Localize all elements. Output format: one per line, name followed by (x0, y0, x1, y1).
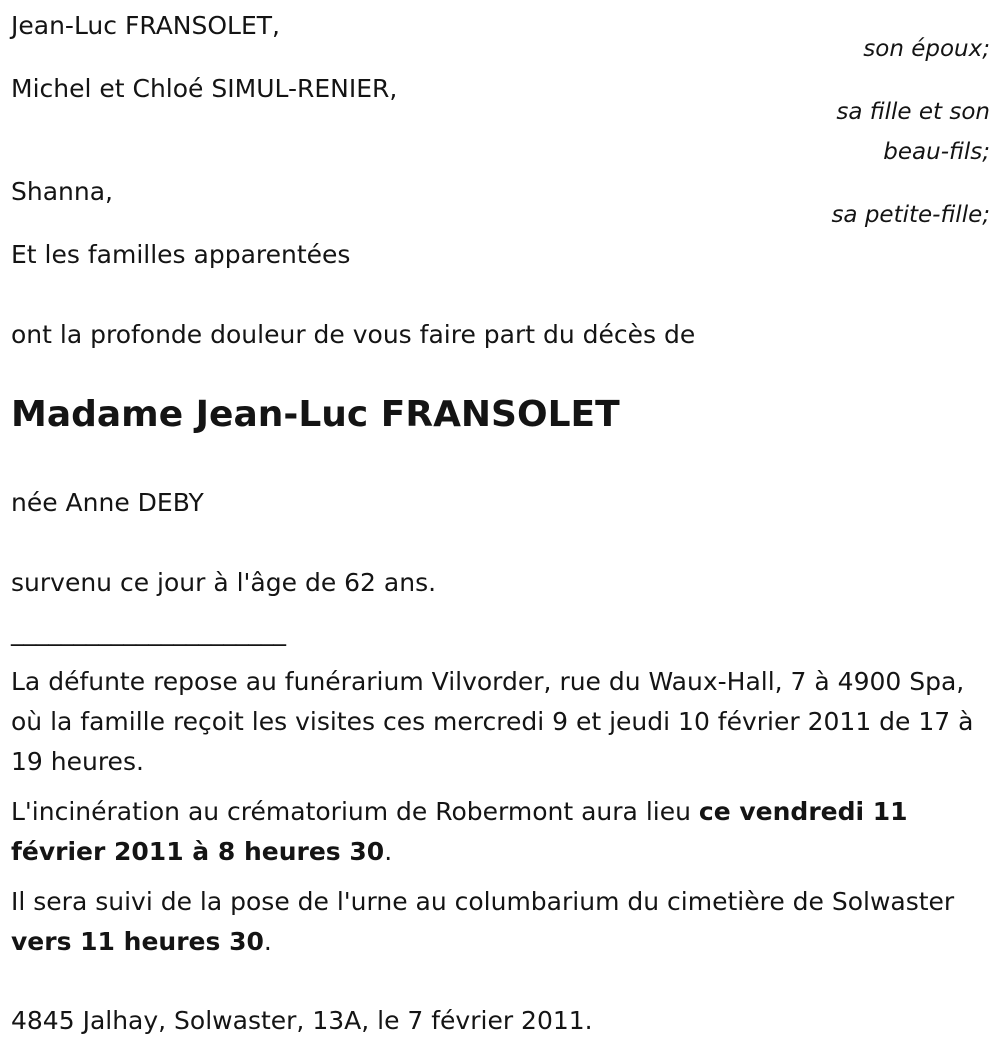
family-name-daughter: Michel et Chloé SIMUL-RENIER, (11, 74, 398, 103)
relation-daughter-line2: beau-fils; (883, 139, 990, 165)
relation-husband: son époux; (863, 36, 990, 62)
family-name-husband: Jean-Luc FRANSOLET, (11, 11, 280, 40)
urn-text: Il sera suivi de la pose de l'urne au columbarium du cimetière de Solwaster (11, 887, 955, 916)
relation-daughter-line1: sa fille et son (836, 99, 990, 125)
cremation-text: L'incinération au crématorium de Robermont aura lieu (11, 797, 699, 826)
age-text: survenu ce jour à l'âge de 62 ans. (11, 568, 437, 597)
cremation-paragraph (11, 792, 991, 872)
born-name: née Anne DEBY (11, 488, 204, 517)
urn-end: . (263, 927, 272, 956)
deceased-name: Madame Jean-Luc FRANSOLET (11, 394, 620, 435)
family-related: Et les familles apparentées (11, 240, 351, 269)
announce-text: ont la profonde douleur de vous faire part du décès de (11, 320, 696, 349)
place-date: 4845 Jalhay, Solwaster, 13A, le 7 février 2011. (11, 1006, 593, 1035)
cremation-end: . (384, 837, 393, 866)
urn-time: vers 11 heures 30 (11, 927, 264, 956)
relation-granddaughter: sa petite-fille; (831, 202, 990, 228)
visit-paragraph: La défunte repose au funérarium Vilvorder, rue du Waux-Hall, 7 à 4900 Spa, où la famille reçoit les visites ces mercredi 9 et jeudi 10 février 2011 de 17 à 19 heures. (11, 667, 974, 776)
separator-line: ______________________ (11, 617, 286, 646)
details-block (11, 662, 991, 962)
family-name-granddaughter: Shanna, (11, 177, 113, 206)
cremation-date: ce vendredi 11 février 2011 à 8 heures 30 (11, 797, 908, 866)
urn-paragraph (11, 882, 991, 962)
